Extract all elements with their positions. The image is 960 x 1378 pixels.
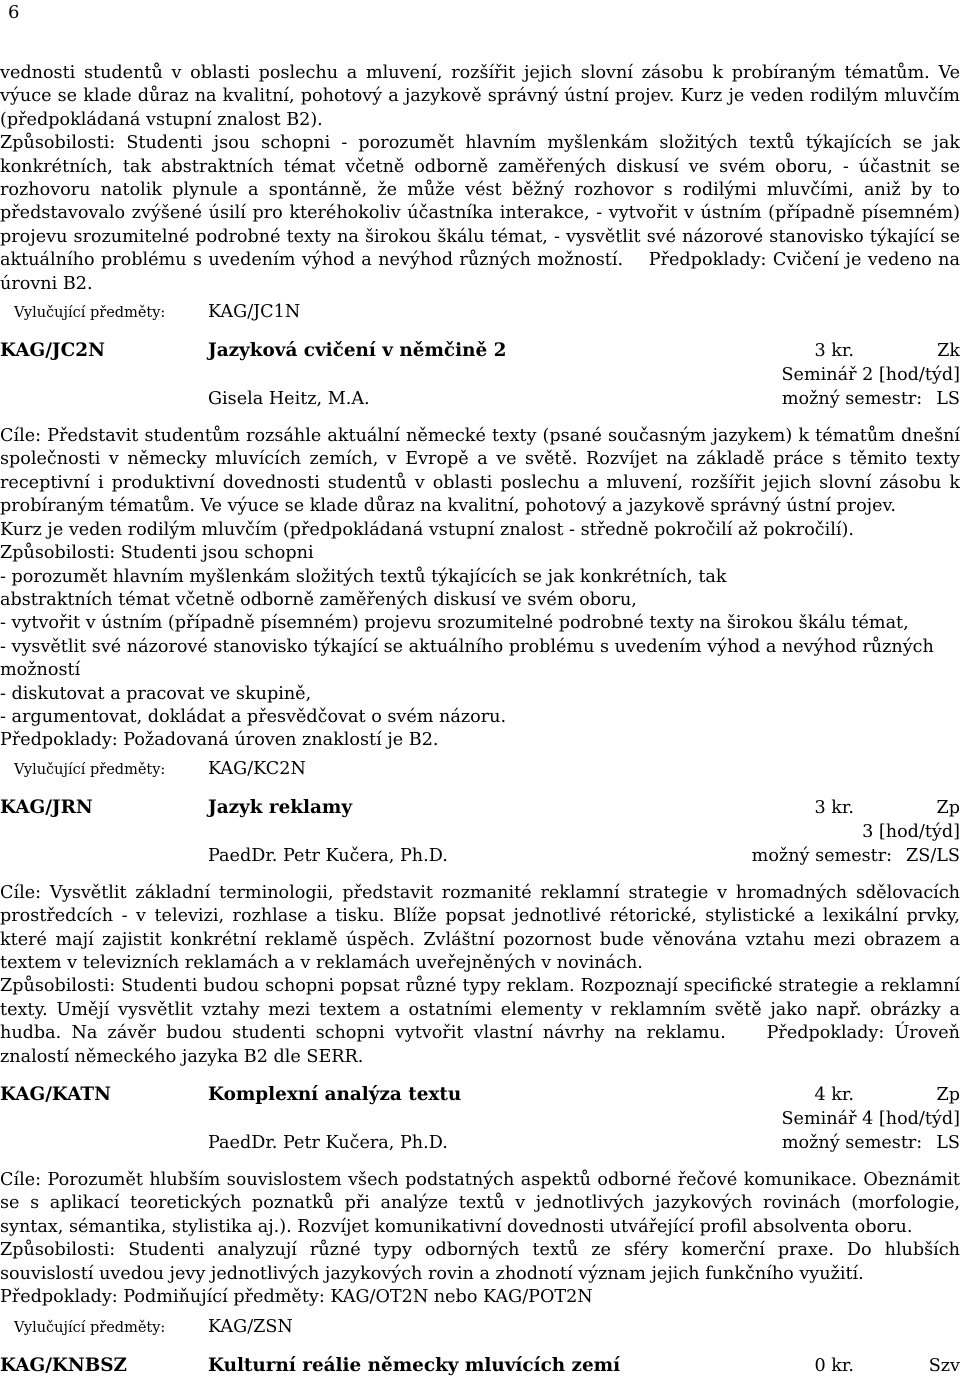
course-goals: Cíle: Porozumět hlubším souvislostem všech podstatných aspektů odborné řečové komunikace. Obeznámit se s aplikací teoretických poznatků při analýze textů v jednotlivých jazykových rovinách (morfologie, syntax, sémantika, stylistika aj.). Rozvíjet komunikativní dovednosti utvářející profil absolventa oboru.: [0, 1169, 960, 1239]
course-header: [0, 796, 960, 820]
course-entry: [0, 339, 960, 782]
course-title: Jazyk reklamy: [208, 796, 352, 820]
course-hours: 3 [hod/týd]: [0, 820, 960, 844]
semester-label: možný semestr:: [782, 389, 922, 409]
course-teacher-row: [0, 1131, 960, 1155]
course-description: [0, 425, 960, 782]
intro-paragraph: vednosti studentů v oblasti poslechu a mluvení, rozšířit jejich slovní zásobu k probíraným tématům. Ve výuce se klade důraz na kvalitní, pohotový a jazykově správný ústní projev. Kurz je veden rodilým mluvčím (předpokládaná vstupní znalost B2).: [0, 62, 960, 132]
course-text-line: - vysvětlit své názorové stanovisko týkající se aktuálního problému s uvedením výhod a nevýhod různých možností: [0, 636, 960, 683]
course-teacher: Gisela Heitz, M.A.: [208, 387, 370, 411]
course-semester: [782, 1131, 960, 1155]
semester-label: možný semestr:: [782, 1133, 922, 1153]
course-hours: Seminář 2 [hod/týd]: [0, 363, 960, 387]
course-text-line: - argumentovat, dokládat a přesvědčovat o svém názoru.: [0, 706, 960, 729]
semester-value: ZS/LS: [906, 846, 960, 866]
course-code: KAG/KNBSZ: [0, 1354, 127, 1378]
course-title: Kulturní reálie německy mluvících zemí: [208, 1354, 620, 1378]
course-text-line: - porozumět hlavním myšlenkám složitých textů týkajících se jak konkrétních, tak: [0, 566, 960, 589]
course-text-line: Způsobilosti: Studenti jsou schopni: [0, 542, 960, 565]
semester-value: LS: [936, 1133, 960, 1153]
course-goals: Cíle: Vysvětlit základní terminologii, představit rozmanité reklamní strategie v hromadných sdělovacích prostředcích - v televizi, rozhlase a tisku. Blíže popsat jednotlivé rétorické, stylistické a lexikální prvky, které mají zajistit konkrétní reklamě úspěch. Zvláštní pozornost bude věnována vztahu mezi obrazem a textem v televizních reklamách a v reklamách uveřejněných v novinách.: [0, 882, 960, 976]
course-teacher: PaedDr. Petr Kučera, Ph.D.: [208, 1131, 448, 1155]
course-entry: [0, 1354, 960, 1378]
course-credits: 3 kr.: [814, 339, 854, 363]
course-entry: [0, 1083, 960, 1340]
course-code: KAG/KATN: [0, 1083, 111, 1107]
course-prerequisites: Předpoklady: Požadovaná úroven znaklostí je B2.: [0, 729, 960, 752]
course-text-line: Kurz je veden rodilým mluvčím (předpokládaná vstupní znalost - středně pokročilí až pokročilí).: [0, 519, 960, 542]
semester-label: možný semestr:: [752, 846, 892, 866]
page-content: [0, 62, 960, 1378]
course-title: Jazyková cvičení v němčině 2: [208, 339, 506, 363]
course-credits: 4 kr.: [814, 1083, 854, 1107]
course-credits: 0 kr.: [814, 1354, 854, 1378]
course-text-line: - vytvořit v ústním (případně písemném) projevu srozumitelné podrobné texty na širokou škálu témat,: [0, 612, 960, 635]
course-completion: Szv: [929, 1354, 960, 1378]
course-text-line: abstraktních témat včetně odborně zaměřených diskusí ve svém oboru,: [0, 589, 960, 612]
course-credits: 3 kr.: [814, 796, 854, 820]
excluded-courses: [0, 1315, 960, 1340]
course-code: KAG/JC2N: [0, 339, 105, 363]
course-text-line: - diskutovat a pracovat ve skupině,: [0, 683, 960, 706]
course-semester: [782, 387, 960, 411]
excluded-label: Vylučující předměty:: [0, 301, 208, 325]
course-completion: Zp: [937, 796, 960, 820]
excluded-courses: [0, 300, 960, 325]
course-teacher: PaedDr. Petr Kučera, Ph.D.: [208, 844, 448, 868]
course-description: [0, 1169, 960, 1340]
course-header: [0, 339, 960, 363]
course-teacher-row: [0, 387, 960, 411]
course-title: Komplexní analýza textu: [208, 1083, 461, 1107]
course-entry: [0, 796, 960, 1069]
excluded-value: KAG/JC1N: [208, 302, 300, 322]
excluded-label: Vylučující předměty:: [0, 758, 208, 782]
excluded-value: KAG/KC2N: [208, 759, 306, 779]
course-teacher-row: [0, 844, 960, 868]
course-hours: Seminář 4 [hod/týd]: [0, 1107, 960, 1131]
course-goals: Cíle: Představit studentům rozsáhle aktuální německé texty (psané současným jazykem) k tématům dnešní společnosti v německy mluvících zemích, v Evropě a ve světě. Rozvíjet na základě práce s těmito texty receptivní i produktivní dovednosti studentů v oblasti poslechu a mluvení, rozšířit jejich slovní zásobu k probíraným tématům. Ve výuce se klade důraz na kvalitní, pohotový a jazykově správný ústní projev.: [0, 425, 960, 519]
page-number: 6: [8, 2, 19, 23]
excluded-value: KAG/ZSN: [208, 1317, 293, 1337]
course-header: [0, 1083, 960, 1107]
course-semester: [752, 844, 960, 868]
course-header: [0, 1354, 960, 1378]
course-description: [0, 882, 960, 1069]
course-competences: Způsobilosti: Studenti budou schopni popsat různé typy reklam. Rozpoznají specifické strategie a reklamní texty. Umějí vysvětlit vztahy mezi textem a ostatními elementy v reklamním světě jako např. obrázky a hudba. Na závěr budou studenti schopni vytvořit vlastní návrhy na reklamu. Předpoklady: Úroveň znalostí německého jazyka B2 dle SERR.: [0, 975, 960, 1069]
course-prerequisites: Předpoklady: Podmiňující předměty: KAG/OT2N nebo KAG/POT2N: [0, 1286, 960, 1309]
course-competences: Způsobilosti: Studenti analyzují různé typy odborných textů ze sféry komerční praxe. Do hlubších souvislostí uvedou jevy jednotlivých jazykových rovin a zhodnotí význam jejich funkčního využití.: [0, 1239, 960, 1286]
excluded-label: Vylučující předměty:: [0, 1316, 208, 1340]
intro-competences: Způsobilosti: Studenti jsou schopni - porozumět hlavním myšlenkám složitých textů týkajících se jak konkrétních, tak abstraktních témat včetně odborně zaměřených diskusí ve svém oboru, - účastnit se rozhovoru natolik plynule a spontánně, že může vést běžný rozhovor s rodilými mluvčími, aniž by to představovalo zvýšené úsilí pro kteréhokoliv účastníka interakce, - vytvořit v ústním (případně písemném) projevu srozumitelné podrobné texty na širokou škálu témat, - vysvětlit své názorové stanovisko týkající se aktuálního problému s uvedením výhod a nevýhod různých možností. Předpoklady: Cvičení je vedeno na úrovni B2.: [0, 132, 960, 296]
course-completion: Zk: [937, 339, 960, 363]
excluded-courses: [0, 757, 960, 782]
course-code: KAG/JRN: [0, 796, 93, 820]
semester-value: LS: [936, 389, 960, 409]
course-completion: Zp: [937, 1083, 960, 1107]
intro-section: [0, 62, 960, 325]
